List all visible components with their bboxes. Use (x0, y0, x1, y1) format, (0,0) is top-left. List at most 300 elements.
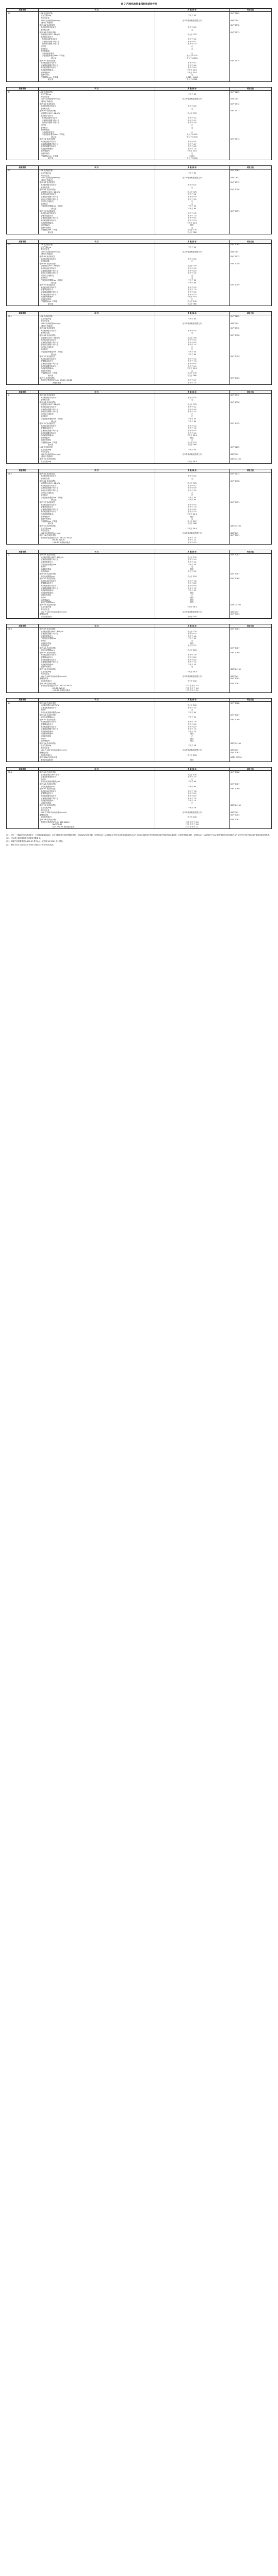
value-line: 不小于 4.0 (187, 43, 197, 45)
value-line: 无 (191, 639, 193, 642)
value-line: 不小于 2.7 (187, 379, 197, 382)
method-line: SH/T 0789 (230, 651, 240, 654)
value-line: 不小于 7.0 (187, 214, 197, 217)
method-cell (229, 169, 271, 234)
value-line: 不大于 130 (187, 372, 197, 375)
header-value: 质 量 指 标 (155, 550, 229, 553)
item-line: 挺杆粘结数 (39, 478, 50, 480)
method-line: SH/T 0759 (230, 355, 240, 358)
item-line: 程序 VI 发动机试验 (39, 377, 55, 379)
value-line: 不大于 30 (188, 351, 197, 353)
item-line: 摇臂罩油泥评分 (39, 214, 53, 217)
header-method: 试验方法 (229, 312, 271, 315)
item-line: 最大值 (39, 157, 54, 160)
item-line: 燃料经济性改进评价/% 0W-20, 5W-20 (39, 536, 72, 539)
value-line: 不大于 20.0 (187, 367, 197, 370)
item-line: 平均凸轮磨损/μm (39, 785, 55, 788)
item-line: 最大值 (39, 57, 57, 60)
item-line: 剪切安定性 (39, 451, 50, 453)
value-line: 不大于 0.064 (186, 157, 198, 160)
item-line: 发动机漆膜平均评分 (39, 795, 57, 798)
item-line: 粘度增长(40℃, 64h)/% (39, 336, 60, 339)
value-line: 不小于 3.5 (187, 776, 197, 778)
item-line: 10h 后 100℃运动粘度/(mm²/s) (39, 811, 67, 814)
grade-cell: SH (7, 243, 39, 306)
value-line: 不大于 20.0 (187, 513, 197, 515)
item-line: 发动机锈蚀平均评分 (39, 396, 57, 399)
header-value: 质 量 指 标 (155, 390, 229, 393)
item-line: 轴瓦失重/mg (39, 317, 51, 320)
header-grade: 质量等级 (7, 550, 39, 553)
value-line: 无 (191, 152, 193, 155)
item-line: 发动机油泥平均评分 (39, 721, 57, 723)
value-line: 不大于 0.102 (186, 55, 198, 57)
table-row (7, 771, 272, 828)
value-line: 报告 (190, 515, 194, 518)
item-line: 凸轮磨损/mm 平均值 (39, 76, 58, 78)
item-line: 程序 VIII 发动机试验 (39, 668, 56, 671)
item-line: 平均凸轮磨损/μm (39, 575, 55, 578)
grade-cell: GF-4 (7, 771, 39, 828)
item-line: 粘度增长(40℃, 64h)/% (39, 482, 60, 485)
method-line: SH/T 0265 (230, 91, 240, 93)
value-line: 不小于 8.9 (187, 795, 197, 798)
value-line: 无 (191, 126, 193, 129)
value-line: 不大于 40 (188, 246, 197, 248)
value-line: 不小于 100 (187, 680, 197, 683)
item-line: 平均凸轮磨损/μm (39, 716, 55, 719)
value-line: 不大于 380 (187, 231, 197, 233)
item-line: 轴瓦失重/mg (39, 93, 51, 96)
table-row (7, 472, 272, 545)
value-line: 在本等级油粘度范围之内 (182, 453, 202, 455)
value-line: 不大于 60 (188, 781, 197, 783)
value-line: 不大于 275 (187, 556, 197, 558)
item-line: 程序 VIB 发动机试验 (39, 682, 56, 685)
item-line: 程序 IIIG 发动机试验 (39, 771, 56, 774)
item-line: 程序 IIID 发动机试验 (39, 110, 56, 112)
item-line: 油环台沉积物平均评分 (39, 122, 59, 124)
header-grade: 质量等级 (7, 166, 39, 169)
value-line: 不小于 9.0 (187, 358, 197, 360)
header-grade: 质量等级 (7, 469, 39, 472)
value-line: 不大于 20.0 (187, 222, 197, 224)
value-line: FEI1 不小于 1.8 (185, 823, 199, 826)
item-line: 最大值 (39, 353, 57, 355)
value-line: 在本等级油粘度范围之内 (182, 611, 202, 613)
value-line: 不小于 6.5 (187, 508, 197, 511)
method-line (231, 231, 270, 234)
header-item: 项 目 (38, 390, 155, 393)
header-item: 项 目 (38, 166, 155, 169)
item-line: 0W-30, 5W-30 (39, 687, 65, 689)
item-line: 运动粘度增长(40℃, 80h)/% (39, 630, 63, 633)
value-line: 不大于 5.2 (187, 570, 197, 573)
value-line: 不小于 3.5 (187, 411, 197, 413)
value-line: 无 (191, 186, 193, 189)
item-line: 轴瓦失重/mg (39, 744, 51, 747)
item-line: 活塞裙部漆膜平均评分 (39, 429, 58, 432)
method-line: SH/T 0759 (230, 501, 240, 503)
value-line: 不小于 6.3 (187, 66, 197, 69)
value-line: 不大于 380 (187, 302, 197, 305)
item-line: 活塞裙部漆膜平均评分 (39, 661, 58, 664)
method-line: SH/T 0760 (230, 377, 240, 379)
item-line: 挺杆粘结数 (39, 332, 50, 334)
value-line: 不小于 5.0 (187, 432, 197, 434)
item-line: 发动机漆膜平均评分 (39, 293, 57, 296)
item-line: 平均灰度值/分 (39, 816, 52, 819)
header-method: 试验方法 (229, 469, 271, 472)
value-line: 不小于 3.5 (187, 272, 197, 275)
value-line: 报告 (190, 740, 194, 742)
value-line: 无 (191, 666, 193, 668)
header-item: 项 目 (38, 624, 155, 627)
item-line: 摇臂罩油泥评分 (39, 506, 53, 509)
item-line: 燃料经济性改进评价/% 0W-20, 5W-20 (39, 379, 72, 382)
item-line: (适用于多级油) (39, 253, 53, 256)
item-line: 油环台沉积物平均评分 (39, 198, 58, 200)
table-row (7, 394, 272, 463)
method-line: SH/T 0763 (230, 752, 240, 754)
value-line: 无 (191, 74, 193, 76)
value-line: 不小于 7.0 (187, 360, 197, 363)
method-line: SH/T 0514 (230, 138, 240, 141)
item-line: 平均灰度值/分 (39, 680, 52, 683)
item-line: 最大值 (39, 522, 54, 525)
spec-table-se (6, 8, 272, 82)
value-line: 不大于 127 (187, 441, 197, 444)
item-line: 机油滤网油泥/% (39, 730, 54, 733)
method-line: SH/T 0759 (230, 210, 240, 212)
item-line: 最大值 (39, 207, 57, 210)
item-line: 程序 IID 发动机试验 (39, 181, 56, 184)
item-line: 发动机油泥平均评分 (39, 339, 57, 342)
item-line: 机油滤网油泥/% (39, 663, 54, 666)
method-line (231, 382, 270, 384)
item-line: 粘度增长(40℃, 40h)/% (39, 33, 60, 36)
value-line: 不小于 1.1 (187, 539, 197, 541)
value-line: 0.025~0.064 (186, 76, 198, 78)
item-line: 环粘结(与油相关) (39, 274, 55, 277)
item-line: 凸轮加挺杆磨损/mm 平均值 (39, 55, 64, 57)
header-value: 质 量 指 标 (155, 469, 229, 472)
value-line: 不大于 375 (187, 336, 197, 339)
value-line: 无 (191, 735, 193, 737)
item-line: 程序 IIIF 发动机试验 (39, 628, 56, 630)
item-line: 压缩环粘结 (39, 74, 50, 76)
item-cell (38, 628, 155, 692)
value-line: 无 (191, 594, 193, 597)
method-line (231, 157, 270, 160)
item-line: 摇臂罩油泥评分 (39, 427, 53, 430)
item-line: 程序 VG 发动机试验 (39, 651, 56, 654)
value-line: 无 (191, 415, 193, 418)
table-row (7, 169, 272, 234)
value-cell (155, 12, 229, 81)
header-method: 试验方法 (229, 624, 271, 627)
value-cell (155, 315, 229, 384)
value-line: 不大于 10.0 (187, 69, 197, 72)
item-line: (适用于多级油) (39, 455, 53, 458)
item-cell (38, 91, 155, 160)
item-line: 程序 VE 发动机试验 (39, 355, 56, 358)
item-line: 程序 VE 发动机试验 (39, 210, 56, 212)
value-line: 无 (191, 277, 193, 279)
item-line: 活塞沉积物评分 (39, 635, 53, 637)
item-line: 凸轮或挺杆擦伤 (39, 52, 54, 55)
value-line: 无 (191, 413, 193, 415)
item-line: 发动机漆膜平均评分 (39, 365, 57, 367)
value-line: 不大于 26.4 (187, 670, 197, 673)
value-line: 不小于 3.5 (187, 198, 197, 200)
method-line: GB/T 265 (230, 98, 239, 100)
table-row (7, 628, 272, 692)
item-line: 轴瓦失重/mg (39, 246, 51, 248)
item-line: 程序 IIIE 发动机试验 (39, 334, 56, 336)
value-line: 不小于 7.0 (187, 506, 197, 509)
method-line: SH/T 0763 (230, 677, 240, 680)
value-line: 不小于 100 (187, 754, 197, 756)
table-row (7, 315, 272, 384)
item-line: 挺杆粘结 (39, 415, 48, 418)
method-line: GB/T 265 (230, 811, 239, 814)
footnote: 注 3：如果产品需要通过 ILSAC GF 系列认证，应按照 API 1509 进行试验。 (6, 840, 64, 843)
value-line: 无 (191, 492, 193, 494)
value-line: 无 (191, 778, 193, 781)
value-line: 不小于 9.0 (187, 286, 197, 289)
item-line: 发动机漆膜平均评分 (39, 658, 57, 661)
item-line: 环粘结 (39, 124, 46, 126)
item-line: 发动机漆膜平均评分 (39, 725, 57, 728)
header-item: 项 目 (38, 768, 155, 771)
method-line: SH/T 0788 (230, 702, 240, 704)
value-line: 不大于 0.254 (186, 57, 198, 60)
method-line: SH/T 0513 (230, 31, 240, 33)
method-line: SH/T 0265 (230, 170, 240, 172)
value-line: 不小于 9.2 (187, 38, 197, 41)
item-line: 发动机油泥平均评分 (39, 580, 57, 582)
method-cell (229, 702, 271, 762)
value-line: 报告 (190, 601, 194, 604)
value-line: 不大于 60 (188, 711, 197, 714)
item-line: 程序 IVA 发动机试验 (39, 714, 56, 716)
header-item: 项 目 (38, 550, 155, 553)
value-cell (155, 628, 229, 692)
item-cell (38, 243, 155, 306)
item-line: 机油滤网堵塞/% (39, 367, 54, 370)
value-line: 不大于 20 (188, 637, 197, 640)
table-row (7, 553, 272, 618)
value-line: 报告 (190, 596, 194, 599)
item-line: 程序 IIIE 发动机试验 (39, 189, 56, 191)
value-line: 无 (191, 399, 193, 401)
item-line: 发动机锈蚀平均评分 (39, 258, 57, 260)
item-line: 压缩环热粘结 (39, 226, 52, 229)
value-line: 不小于 6.5 (187, 217, 197, 219)
item-line: 挺杆粘结数 (39, 260, 50, 263)
item-line: 发动机锈蚀平均评分 (39, 26, 57, 29)
header-grade: 质量等级 (7, 312, 39, 315)
method-line: GB/T 265 (230, 177, 239, 179)
item-line: 油环台沉积物平均评分 (39, 272, 58, 275)
header-item: 项 目 (38, 312, 155, 315)
method-line: SH/T 0512 (230, 24, 240, 26)
grade-cell: GF-3 (7, 628, 39, 692)
method-line: SH/T 0265 (230, 244, 240, 246)
item-line: L-38 发动机试验 (39, 315, 53, 318)
item-line: 剪切安定性 (39, 320, 50, 323)
item-line: 挺杆粘结数 (39, 399, 50, 401)
method-line: GB/T 265 (230, 611, 239, 613)
value-line: FEI1 不小于 0.9 (185, 689, 199, 692)
value-line: 不小于 9.2 (187, 193, 197, 196)
item-line: 挺杆粘结数 (39, 186, 50, 189)
value-line: 不小于 5.0 (187, 365, 197, 367)
method-line: GB/T 24160 (230, 458, 241, 461)
method-line: SH/T 0788 (230, 771, 240, 774)
item-cell (38, 702, 155, 762)
item-line: 程序 IID 发动机试验 (39, 327, 56, 330)
item-line: 压缩环热粘结 (39, 594, 52, 597)
method-line: SH/T 0265 (230, 315, 240, 318)
grade-cell: GF-1 (7, 315, 39, 384)
item-line: 100℃运动粘度/(mm²/s) (39, 250, 61, 253)
value-line: 不大于 10.0 (187, 71, 197, 74)
value-line: 不小于 9.2 (187, 267, 197, 270)
item-line: 程序 IID 发动机试验 (39, 394, 56, 397)
header-method: 试验方法 (229, 87, 271, 90)
item-line: 挺杆粘结 (39, 126, 48, 129)
spec-table-sg (6, 165, 272, 234)
item-line: 轴瓦失重/mg (39, 448, 51, 451)
value-line: 在本等级油粘度范围之内 (182, 177, 202, 179)
value-line: 不小于 8.5 (187, 329, 197, 332)
value-cell (155, 702, 229, 762)
value-line: 在本等级油粘度范围之内 (182, 19, 202, 22)
item-line: L-38 发动机试验 (39, 91, 53, 93)
value-line: 不大于 150 (187, 704, 197, 707)
item-line: 程序 VIA 发动机试验 (39, 534, 56, 537)
item-line: L-38 发动机试验 (39, 244, 53, 246)
item-line: 发动机锈蚀平均评分 (39, 329, 57, 332)
item-line: 机油滤网油泥/% (39, 589, 54, 592)
item-line: 10W-30 和其他多级油 (39, 541, 70, 544)
value-line: 报告 (190, 758, 194, 761)
item-line: 发动机油泥平均评分 (39, 286, 57, 289)
item-line: 发动机油泥平均评分 (39, 141, 57, 143)
item-line: 凸轮磨损/μm 平均值 (39, 229, 58, 231)
item-line: 程序 IIIG 发动机试验 (39, 702, 56, 704)
item-line: 活塞裙部漆膜平均评分 (39, 508, 58, 511)
item-line: 剪切安定性 (39, 174, 50, 177)
header-value: 质 量 指 标 (155, 312, 229, 315)
value-line: 不大于 64 (188, 420, 197, 422)
value-cell (155, 394, 229, 463)
item-line: 运动粘度增长(40℃)/% (39, 773, 59, 776)
value-line: 不小于 9.0 (187, 503, 197, 506)
item-line: 轴瓦失重/mg (39, 606, 51, 608)
value-cell (155, 771, 229, 828)
item-line: 100℃运动粘度/(mm²/s) (39, 532, 61, 534)
spec-table-gf-3 (6, 624, 272, 693)
value-line: 不大于 375 (187, 482, 197, 485)
item-line: (适用于多级油) (39, 100, 53, 103)
method-line: SH/T 0514 (230, 59, 240, 62)
method-line: SH/T 0789 (230, 788, 240, 790)
value-line: 不大于 375 (187, 191, 197, 193)
method-line: SH/T 0265 (230, 12, 240, 14)
value-line: 无 (191, 202, 193, 205)
item-line: 轴瓦失重/mg (39, 14, 51, 17)
value-line: 不小于 9.2 (187, 405, 197, 408)
value-line: 不大于 15 (188, 800, 197, 802)
value-line: 无 (191, 439, 193, 442)
footnote: 注 2：发动机台架试验的相关说明参见附录 C。 (6, 837, 42, 840)
item-line: 0W-30, 5W-30 (39, 539, 65, 541)
header-value: 质 量 指 标 (155, 240, 229, 243)
value-line: 报告 (190, 733, 194, 735)
value-line: 不小于 5.0 (187, 511, 197, 513)
item-line: 平均凸轮加挺杆磨损/μm (39, 781, 60, 783)
value-line: 不小于 9.0 (187, 212, 197, 215)
value-line: 无 (191, 478, 193, 480)
item-line: 油环台沉积物平均评分 (39, 344, 58, 346)
item-line: 摇臂罩油泥评分 (39, 792, 53, 795)
method-line: GB/T 265 (230, 322, 239, 325)
method-line: SH/T 0265 (230, 446, 240, 449)
item-line: 发动机漆膜平均评分 (39, 511, 57, 513)
method-line: SH/T 0512 (230, 256, 240, 258)
item-line: 油环堵塞/% (39, 224, 50, 227)
item-line: 机油滤网油泥/% (39, 800, 54, 802)
value-line: 无 (191, 47, 193, 50)
item-line: 随动件销磨损/μm (39, 601, 55, 604)
spec-table-gf-4 (6, 767, 272, 829)
value-line: 不大于 40 (188, 14, 197, 17)
item-line: 热粘环 (39, 709, 46, 711)
item-line: 程序 VIII 发动机试验 (39, 603, 56, 606)
method-line: SH/T 0763 (230, 814, 240, 816)
spec-table-sh (6, 240, 272, 306)
item-line: 球锈蚀试验 (39, 677, 48, 680)
item-line: 机油滤网残渣/% (39, 733, 54, 735)
item-line: 擦伤和磨损 (39, 50, 50, 53)
item-line: 压缩环热粘结 (39, 298, 52, 300)
value-line: 不小于 7.5 (187, 587, 197, 589)
item-line: 最大值 (39, 302, 54, 305)
value-line: 不大于 275 (187, 630, 197, 633)
item-line: 最大值 (39, 78, 54, 81)
value-line: 不小于 8.9 (187, 585, 197, 587)
item-line: 摇臂罩油泥评分 (39, 360, 53, 363)
value-line: 不小于 8.5 (187, 184, 197, 187)
header-item: 项 目 (38, 87, 155, 90)
method-line: GB/T 265 (230, 250, 239, 253)
item-line: 发动机平均评分 (39, 114, 53, 117)
value-line: 不小于 6.5 (187, 429, 197, 432)
value-line: 不大于 7.5 (187, 147, 197, 150)
item-line: 剪切安定性 (39, 809, 50, 811)
item-line: 机油消耗/L (39, 570, 50, 573)
item-line: 凸轮加挺杆磨损/μm 平均值 (39, 205, 63, 208)
item-line: 程序 VE 发动机试验 (39, 284, 56, 286)
footnotes (6, 834, 272, 846)
item-line: 压缩环热粘结 (39, 666, 52, 668)
method-line: SH/T 0787 (230, 647, 240, 649)
method-line: SH/T 0789 (230, 718, 240, 721)
value-line: 不小于 7.0 (187, 427, 197, 430)
